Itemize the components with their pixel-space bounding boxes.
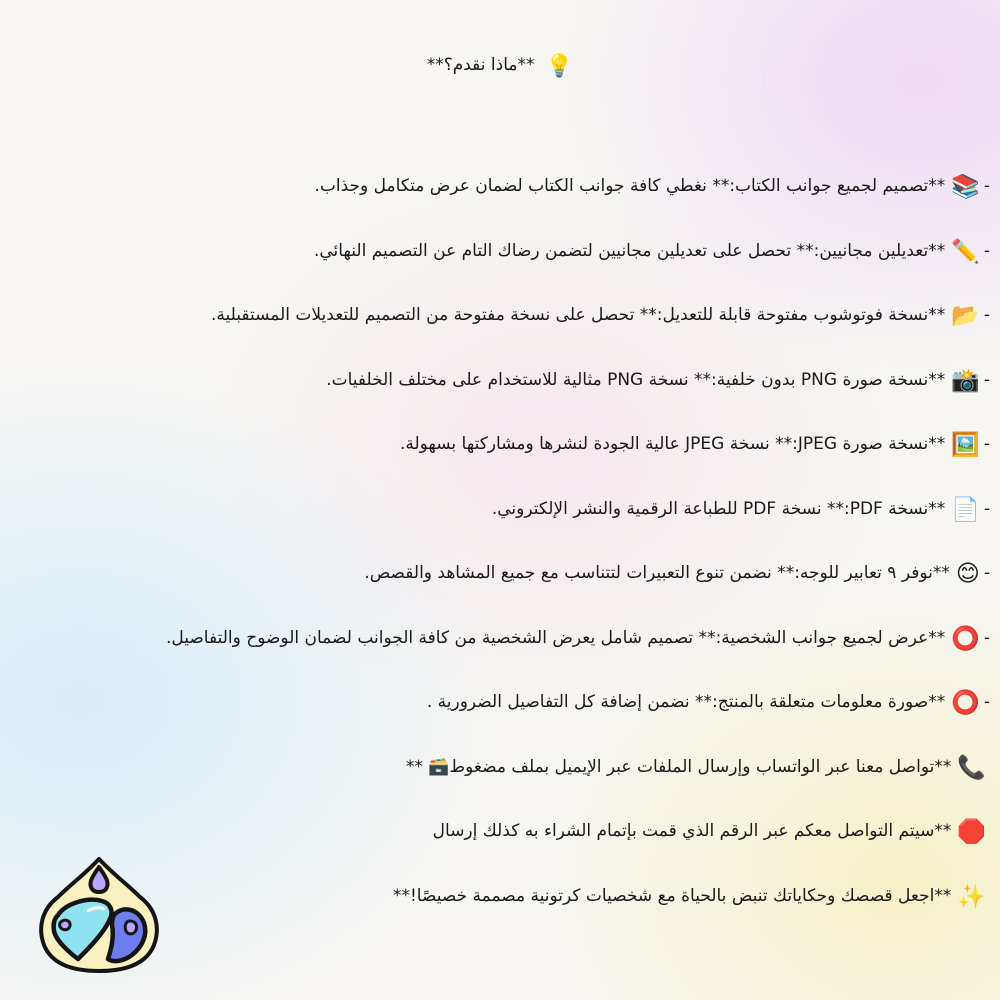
camera-flash-icon: 📸 (951, 367, 980, 394)
list-item (90, 295, 990, 360)
bullet-dash: - (983, 498, 990, 519)
list-item-text: **نسخة PDF:** نسخة PDF للطباعة الرقمية والنشر الإلكتروني. (491, 498, 946, 519)
list-item (90, 231, 990, 296)
list-item-text: **نوفر ٩ تعابير للوجه:** نضمن تنوع التعبيرات لتتناسب مع جميع المشاهد والقصص. (364, 563, 950, 583)
stop-sign-icon: 🛑 (957, 819, 986, 845)
red-circle-icon: ⭕ (951, 690, 980, 716)
list-item (90, 166, 990, 231)
list-item-text: **نسخة فوتوشوب مفتوحة قابلة للتعديل:** تحصل على نسخة مفتوحة من التصميم للتعديلات المستقبلية. (210, 305, 946, 325)
sparkles-icon: ✨ (957, 883, 986, 910)
framed-picture-icon: 🖼️ (951, 432, 980, 458)
list-item (90, 618, 990, 683)
red-circle-icon: ⭕ (951, 625, 980, 652)
document-icon: 📄 (951, 496, 980, 523)
list-item-text: **تصميم لجميع جوانب الكتاب:** نغطي كافة جوانب الكتاب لضمان عرض متكامل وجذاب. (314, 176, 946, 196)
list-item (90, 682, 990, 747)
telephone-icon: 📞 (957, 754, 986, 781)
books-icon: 📚 (951, 174, 980, 200)
feature-list (90, 166, 990, 940)
bullet-dash: - (983, 563, 990, 583)
list-item-text: **سيتم التواصل معكم عبر الرقم الذي قمت بإتمام الشراء به كذلك إرسال (432, 821, 952, 841)
list-item-text: **نسخة صورة PNG بدون خلفية:** نسخة PNG مثالية للاستخدام على مختلف الخلفيات. (326, 369, 946, 390)
list-item (90, 876, 990, 941)
list-item-text: **اجعل قصصك وحكاياتك تنبض بالحياة مع شخصيات كرتونية مصممة خصيصًا!** (392, 885, 952, 906)
list-item (90, 424, 990, 489)
title-text: **ماذا نقدم؟** (426, 55, 535, 75)
list-item (90, 489, 990, 554)
lightbulb-icon: 💡 (545, 54, 574, 79)
list-item-text: **عرض لجميع جوانب الشخصية:** تصميم شامل يعرض الشخصية من كافة الجوانب لضمان الوضوح والتفاصيل. (165, 627, 946, 648)
list-item-text: **تعديلين مجانيين:** تحصل على تعديلين مجانيين لتضمن رضاك التام عن التصميم النهائي. (313, 240, 946, 261)
pencil-icon: ✏️ (951, 238, 980, 265)
list-item-text: **تواصل معنا عبر الواتساب وإرسال الملفات عبر الإيميل بملف مضغوط🗃️ ** (405, 756, 952, 777)
open-folder-icon: 📂 (951, 303, 980, 329)
list-item (90, 553, 990, 618)
bullet-dash: - (983, 305, 990, 325)
smiling-face-icon: 😊 (955, 561, 980, 587)
bullet-dash: - (983, 369, 990, 390)
logo-dot-left (60, 920, 71, 930)
bullet-dash: - (983, 627, 990, 648)
logo-dot-right (125, 921, 136, 934)
bullet-dash: - (983, 434, 990, 454)
list-item-text: **صورة معلومات متعلقة بالمنتج:** نضمن إضافة كل التفاصيل الضرورية . (426, 692, 946, 712)
list-item (90, 360, 990, 425)
bullet-dash: - (983, 692, 990, 712)
list-item (90, 811, 990, 876)
list-item (90, 747, 990, 812)
list-item-text: **نسخة صورة JPEG:** نسخة JPEG عالية الجودة لنشرها ومشاركتها بسهولة. (399, 434, 946, 454)
logo (36, 855, 162, 975)
bullet-dash: - (983, 240, 990, 261)
page-title (0, 54, 1000, 79)
bullet-dash: - (983, 176, 990, 196)
